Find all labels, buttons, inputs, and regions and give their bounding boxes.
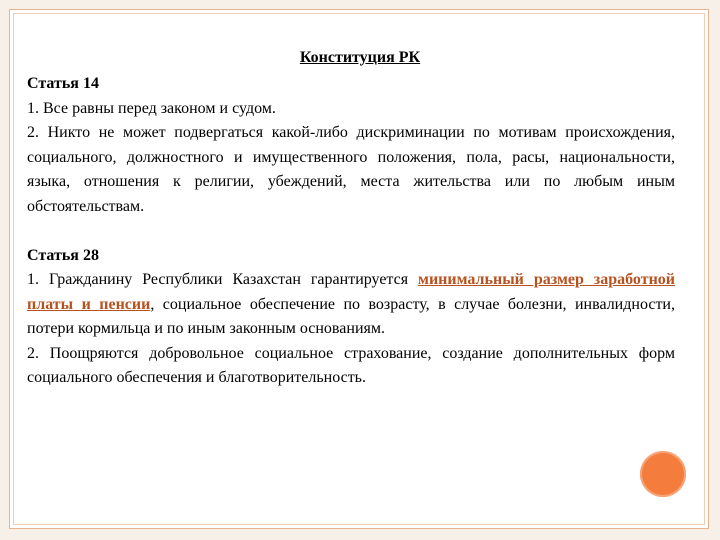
article-28-paragraph-1 (27, 268, 675, 342)
article-28-p1-end: , социальное обеспечение по возрасту, в случае болезни, инвалидности, потери кормильца и по иным законным основаниям. (27, 295, 675, 337)
article-28-heading: Статья 28 (27, 246, 99, 264)
page-title (0, 49, 720, 67)
page-title-text: Конституция РК (299, 49, 421, 66)
section-gap (27, 219, 675, 244)
article-28-paragraph-2: 2. Поощряются добровольное социальное страхование, создание дополнительных форм социального обеспечения и благотворительность. (27, 344, 675, 386)
article-14-paragraph-1: 1. Все равны перед законом и судом. (27, 99, 276, 117)
article-14-paragraph-2: 2. Никто не может подвергаться какой-либо дискриминации по мотивам происхождения, социального, должностного и имущественного положения, пола, расы, национальности, языка, отношения к религии, убеждений, места жительства или по любым иным обстоятельствам. (27, 124, 675, 215)
article-28-p1-start: 1. Гражданину Республики Казахстан гарантируется (27, 271, 419, 288)
article-14-heading: Статья 14 (27, 75, 99, 92)
highlighted-phrase: минимальный размер заработной платы и пенсии (27, 271, 676, 313)
decorative-circle (640, 451, 686, 497)
document-body (27, 72, 675, 391)
